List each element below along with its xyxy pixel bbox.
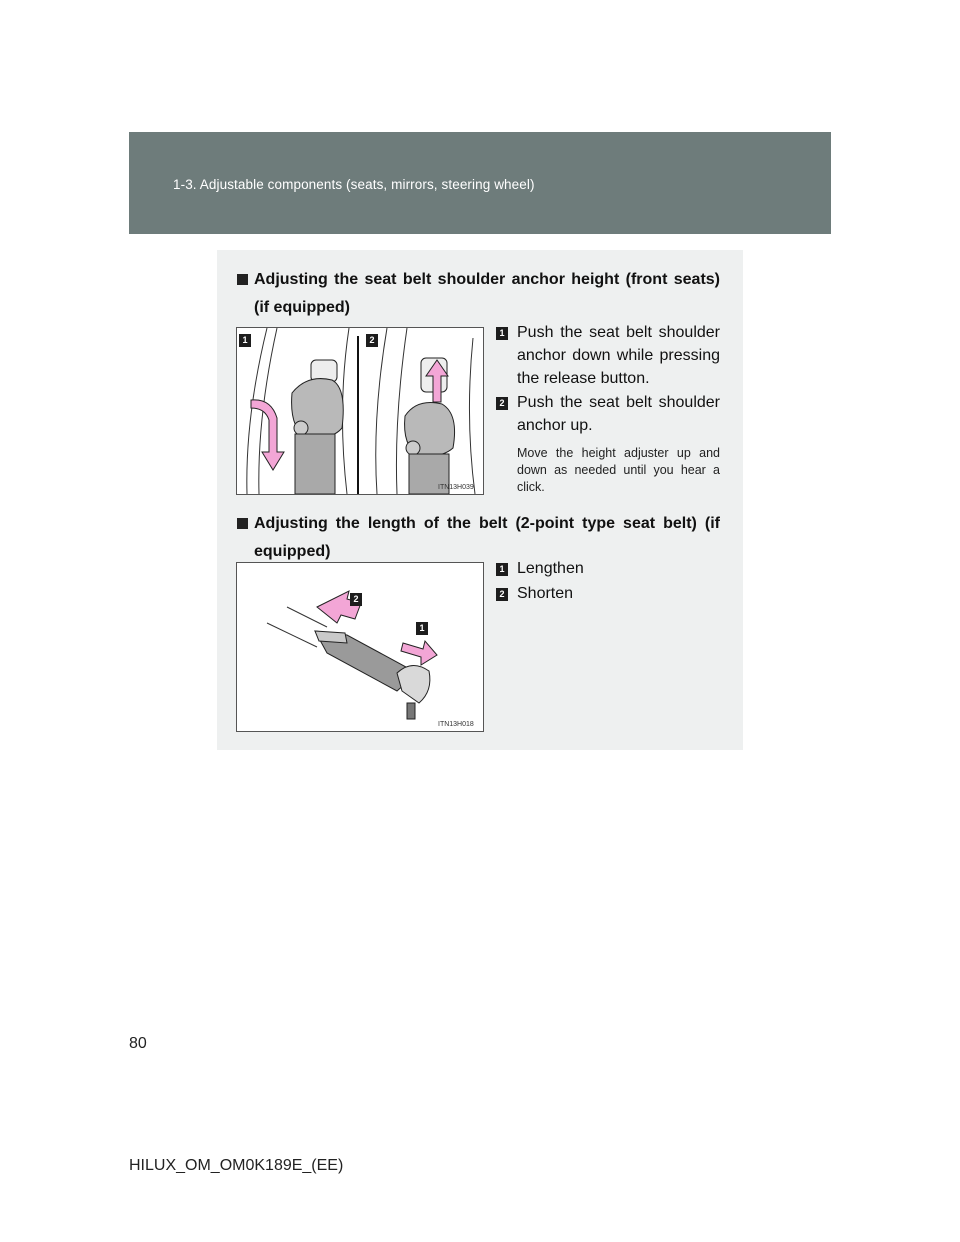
step-text: Shorten <box>517 585 574 602</box>
step-number-badge: 1 <box>496 563 508 576</box>
step-text: Push the seat belt shoulder anchor down while pressing the release button. <box>517 324 720 387</box>
figure-label-lengthen: 1 <box>416 622 428 635</box>
square-bullet-icon <box>237 274 248 285</box>
step-number-badge: 2 <box>496 588 508 601</box>
page-number: 80 <box>129 1035 147 1052</box>
square-bullet-icon <box>237 518 248 529</box>
section-title: 1-3. Adjustable components (seats, mirrors, steering wheel) <box>173 177 535 192</box>
section-heading-shoulder-anchor: Adjusting the seat belt shoulder anchor height (front seats) (if equipped) <box>254 271 720 316</box>
section-heading-belt-length: Adjusting the length of the belt (2-point type seat belt) (if equipped) <box>254 515 720 560</box>
step-text: Lengthen <box>517 560 584 577</box>
figure-code: ITN13H039 <box>438 484 474 491</box>
figure-label-2: 2 <box>366 334 378 347</box>
figure-code: ITN13H018 <box>438 721 474 728</box>
belt-length-illustration <box>236 562 484 732</box>
step-1-lengthen <box>496 557 720 580</box>
shoulder-anchor-illustration <box>236 327 484 495</box>
figure-label-1: 1 <box>239 334 251 347</box>
step-2-shorten <box>496 582 720 605</box>
step-1-press-down <box>496 321 720 390</box>
figure-label-shorten: 2 <box>350 593 362 606</box>
step-2-push-up <box>496 391 720 437</box>
step-number-badge: 2 <box>496 397 508 410</box>
height-adjuster-note: Move the height adjuster up and down as needed until you hear a click. <box>517 446 720 494</box>
step-text: Push the seat belt shoulder anchor up. <box>517 394 720 434</box>
step-number-badge: 1 <box>496 327 508 340</box>
document-code: HILUX_OM_OM0K189E_(EE) <box>129 1157 344 1174</box>
